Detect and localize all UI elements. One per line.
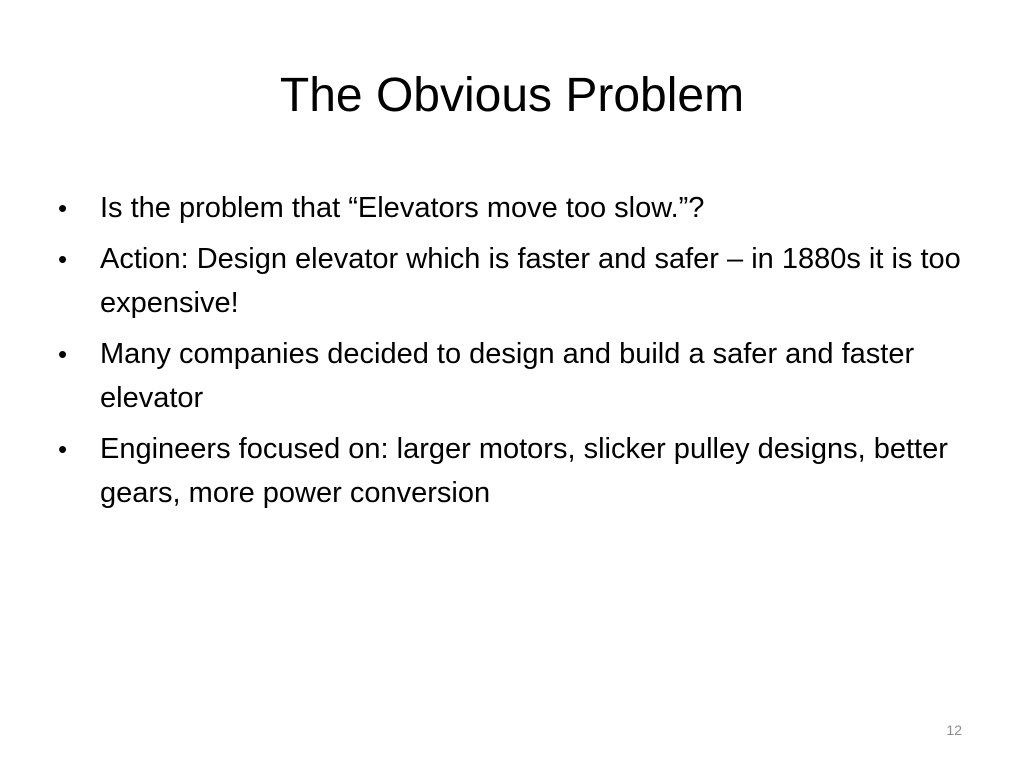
bullet-icon: • — [58, 193, 68, 223]
bullet-text: Engineers focused on: larger motors, slicker pulley designs, better gears, more power conversion — [100, 433, 948, 509]
bullet-item — [56, 427, 976, 515]
bullet-text: Many companies decided to design and build a safer and faster elevator — [100, 338, 915, 414]
slide-title: The Obvious Problem — [279, 69, 745, 122]
bullet-icon: • — [58, 339, 68, 369]
bullet-text: Action: Design elevator which is faster and safer – in 1880s it is too expensive! — [100, 243, 961, 319]
bullet-icon: • — [58, 244, 68, 274]
slide-number: 12 — [946, 722, 962, 738]
bullet-item — [56, 186, 976, 230]
bullet-icon: • — [58, 434, 68, 464]
bullet-text: Is the problem that “Elevators move too slow.”? — [100, 192, 705, 224]
bullet-item — [56, 237, 976, 325]
bullet-list — [56, 186, 976, 522]
bullet-item — [56, 332, 976, 420]
